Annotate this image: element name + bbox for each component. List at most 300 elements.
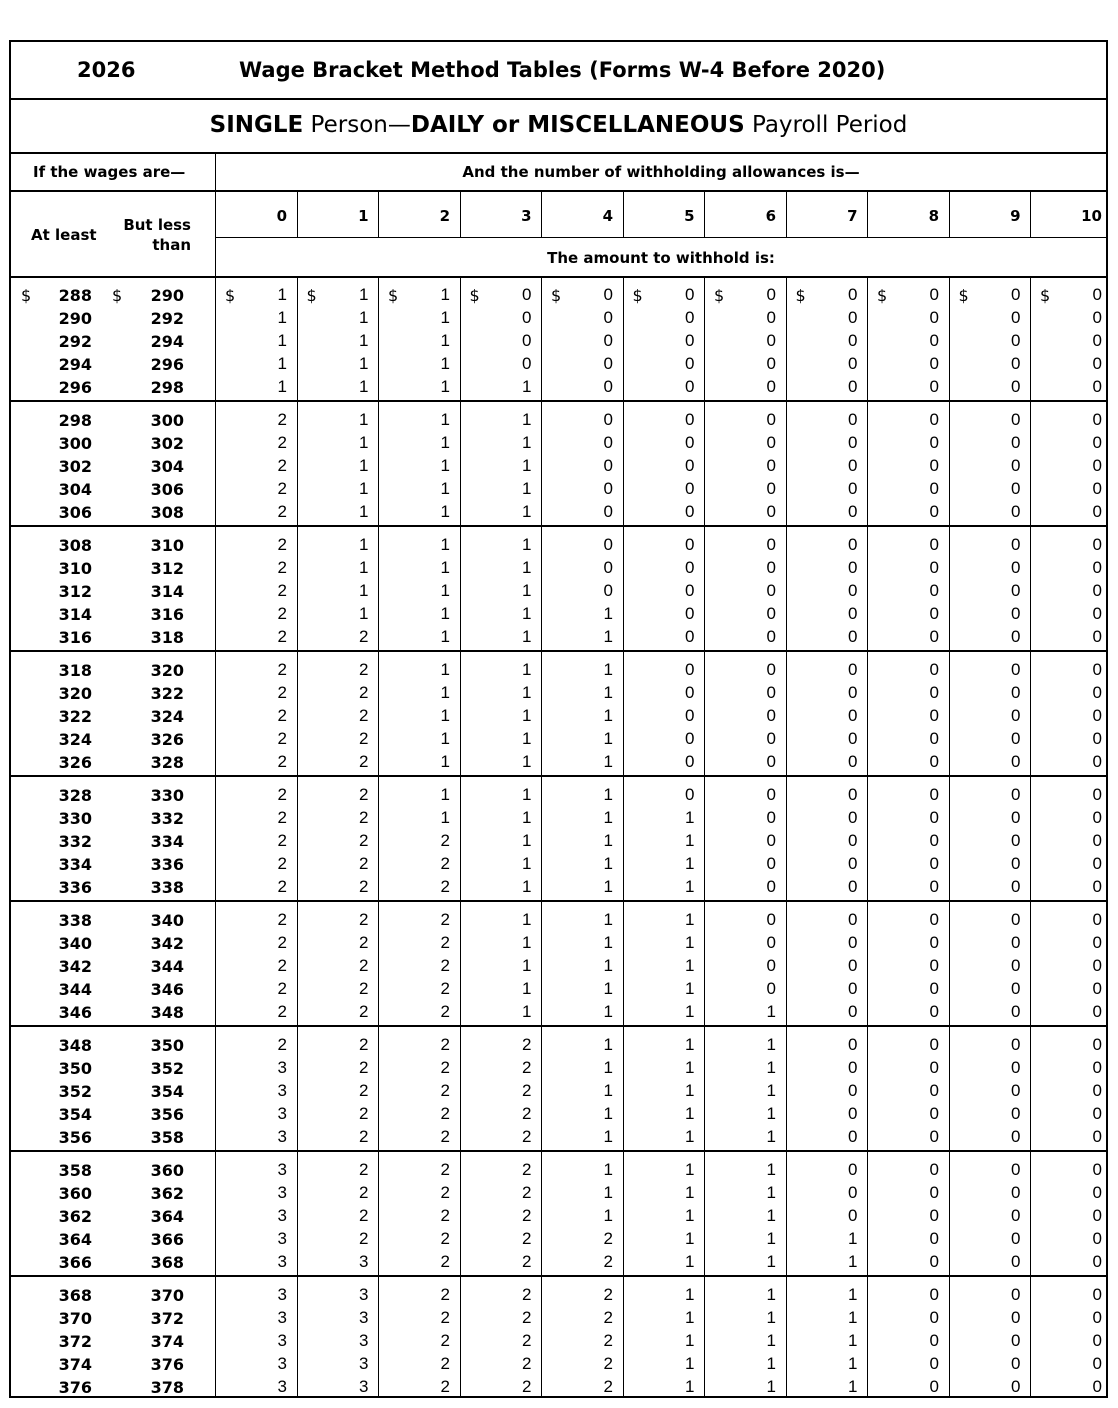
withholding-amount-cell: 0: [603, 479, 613, 498]
withholding-amount-cell: 1: [277, 308, 287, 327]
withholding-amount-cell: 2: [440, 1377, 450, 1396]
at-least-cell: 302: [58, 457, 92, 476]
withholding-amount-cell: 0: [848, 910, 858, 929]
withholding-amount-cell: 0: [1092, 785, 1102, 804]
withholding-amount-cell: 1: [440, 410, 450, 429]
but-less-than-cell: 348: [150, 1003, 184, 1022]
withholding-amount-cell: 0: [1011, 831, 1021, 850]
withholding-amount-cell: 1: [848, 1229, 858, 1248]
withholding-amount-cell: 2: [359, 1229, 369, 1248]
at-least-cell: 336: [58, 878, 92, 897]
withholding-amount-cell: 1: [685, 1081, 695, 1100]
withholding-amount-cell: 1: [522, 377, 532, 396]
but-less-than-cell: 338: [150, 878, 184, 897]
allowance-column-header: 9: [1010, 207, 1021, 225]
withholding-amount-cell: 0: [1011, 479, 1021, 498]
amount-dollar-sign: $: [714, 286, 725, 305]
withholding-amount-cell: 1: [603, 1206, 613, 1225]
column-divider: [1030, 276, 1031, 1396]
amount-dollar-sign: $: [1040, 286, 1051, 305]
withholding-amount-cell: 2: [277, 627, 287, 646]
withholding-amount-cell: 0: [929, 1183, 939, 1202]
withholding-amount-cell: 0: [929, 331, 939, 350]
withholding-amount-cell: 2: [440, 956, 450, 975]
column-divider: [460, 276, 461, 1396]
withholding-amount-cell: 3: [359, 1377, 369, 1396]
withholding-amount-cell: 1: [603, 956, 613, 975]
withholding-amount-cell: 0: [603, 410, 613, 429]
withholding-amount-cell: 1: [522, 785, 532, 804]
group-divider: [11, 650, 1106, 652]
withholding-amount-cell: 1: [685, 1183, 695, 1202]
withholding-amount-cell: 1: [685, 910, 695, 929]
withholding-amount-cell: 2: [440, 1035, 450, 1054]
withholding-amount-cell: 2: [277, 979, 287, 998]
but-less-than-cell: 300: [150, 411, 184, 430]
withholding-amount-cell: 0: [766, 854, 776, 873]
withholding-amount-cell: 0: [929, 1035, 939, 1054]
at-least-cell: 362: [58, 1207, 92, 1226]
withholding-amount-cell: 0: [766, 354, 776, 373]
withholding-amount-cell: 0: [1092, 660, 1102, 679]
but-less-than-cell: 336: [150, 855, 184, 874]
withholding-amount-cell: 1: [603, 979, 613, 998]
withholding-amount-cell: 2: [603, 1229, 613, 1248]
withholding-amount-cell: 2: [522, 1377, 532, 1396]
withholding-amount-cell: 0: [685, 410, 695, 429]
withholding-amount-cell: 0: [1092, 331, 1102, 350]
withholding-amount-cell: 0: [603, 456, 613, 475]
allowance-column-header: 8: [928, 207, 939, 225]
withholding-amount-cell: 2: [277, 535, 287, 554]
withholding-amount-cell: 0: [848, 1002, 858, 1021]
withholding-amount-cell: 1: [359, 354, 369, 373]
withholding-amount-cell: 0: [929, 1331, 939, 1350]
withholding-amount-cell: 0: [1011, 456, 1021, 475]
withholding-amount-cell: 0: [929, 706, 939, 725]
withholding-amount-cell: 1: [603, 1035, 613, 1054]
withholding-amount-cell: 0: [848, 877, 858, 896]
withholding-amount-cell: 0: [929, 433, 939, 452]
but-less-than-cell: 330: [150, 786, 184, 805]
withholding-amount-cell: 0: [848, 331, 858, 350]
withholding-amount-cell: 0: [848, 683, 858, 702]
withholding-amount-cell: 0: [1092, 558, 1102, 577]
withholding-amount-cell: 1: [522, 502, 532, 521]
withholding-amount-cell: 0: [1011, 1002, 1021, 1021]
withholding-amount-cell: 0: [848, 1081, 858, 1100]
withholding-amount-cell: 0: [766, 502, 776, 521]
withholding-amount-cell: 2: [359, 1035, 369, 1054]
withholding-amount-cell: 1: [440, 308, 450, 327]
but-less-than-cell: 368: [150, 1253, 184, 1272]
withholding-amount-cell: 2: [440, 831, 450, 850]
at-least-cell: 340: [58, 934, 92, 953]
withholding-amount-cell: 0: [1011, 558, 1021, 577]
withholding-amount-cell: 0: [766, 285, 776, 304]
but-less-than-cell: 306: [150, 480, 184, 499]
withholding-amount-cell: 1: [359, 308, 369, 327]
withholding-amount-cell: 3: [277, 1252, 287, 1271]
at-least-cell: 352: [58, 1082, 92, 1101]
withholding-amount-cell: 1: [522, 660, 532, 679]
withholding-amount-cell: 0: [848, 377, 858, 396]
withholding-amount-cell: 0: [1092, 308, 1102, 327]
withholding-amount-cell: 0: [603, 331, 613, 350]
but-less-than-cell: 292: [150, 309, 184, 328]
withholding-amount-cell: 2: [277, 660, 287, 679]
withholding-amount-cell: 0: [1011, 1183, 1021, 1202]
withholding-amount-cell: 1: [766, 1127, 776, 1146]
withholding-amount-cell: 2: [359, 1183, 369, 1202]
but-less-than-cell: 328: [150, 753, 184, 772]
withholding-amount-cell: 0: [1011, 502, 1021, 521]
but-less-than-cell: 312: [150, 559, 184, 578]
withholding-amount-cell: 0: [1011, 285, 1021, 304]
withholding-amount-cell: 2: [359, 956, 369, 975]
allowance-column-header: 1: [358, 207, 369, 225]
withholding-amount-cell: 2: [359, 683, 369, 702]
withholding-amount-cell: 1: [522, 729, 532, 748]
withholding-amount-cell: 1: [685, 808, 695, 827]
withholding-amount-cell: 2: [440, 1160, 450, 1179]
at-least-cell: 294: [58, 355, 92, 374]
withholding-amount-cell: 0: [1092, 604, 1102, 623]
withholding-amount-cell: 2: [359, 1160, 369, 1179]
withholding-amount-cell: 0: [766, 808, 776, 827]
withholding-amount-cell: 0: [1011, 308, 1021, 327]
withholding-amount-cell: 0: [848, 1058, 858, 1077]
but-less-than-cell: 304: [150, 457, 184, 476]
withholding-amount-cell: 0: [1092, 854, 1102, 873]
withholding-amount-cell: 1: [685, 1206, 695, 1225]
withholding-amount-cell: 0: [1011, 1081, 1021, 1100]
but-less-than-cell: 316: [150, 605, 184, 624]
withholding-amount-cell: 0: [929, 877, 939, 896]
withholding-amount-cell: 1: [766, 1252, 776, 1271]
withholding-amount-cell: 0: [766, 377, 776, 396]
withholding-amount-cell: 2: [440, 1252, 450, 1271]
withholding-amount-cell: 0: [848, 729, 858, 748]
withholding-amount-cell: 2: [359, 706, 369, 725]
withholding-amount-cell: 1: [277, 285, 287, 304]
withholding-amount-cell: 0: [1092, 1104, 1102, 1123]
withholding-amount-cell: 2: [440, 1081, 450, 1100]
withholding-amount-cell: 2: [603, 1377, 613, 1396]
withholding-amount-cell: 1: [685, 1331, 695, 1350]
but-less-than-cell: 322: [150, 684, 184, 703]
withholding-amount-cell: 0: [929, 456, 939, 475]
withholding-amount-cell: 3: [277, 1127, 287, 1146]
withholding-amount-cell: 2: [277, 729, 287, 748]
withholding-amount-cell: 2: [522, 1081, 532, 1100]
allowance-column-header: 2: [439, 207, 450, 225]
withholding-amount-cell: 0: [603, 354, 613, 373]
withholding-amount-cell: 1: [685, 831, 695, 850]
withholding-amount-cell: 1: [440, 377, 450, 396]
withholding-amount-cell: 0: [766, 683, 776, 702]
withholding-amount-cell: 1: [277, 377, 287, 396]
column-divider: [949, 276, 950, 1396]
withholding-amount-cell: 0: [685, 433, 695, 452]
withholding-amount-cell: 0: [848, 831, 858, 850]
allowance-column-header: 10: [1081, 207, 1102, 225]
withholding-amount-cell: 1: [848, 1308, 858, 1327]
withholding-amount-cell: 1: [685, 956, 695, 975]
but-less-than-header: But less than: [123, 216, 191, 254]
withholding-amount-cell: 0: [1011, 785, 1021, 804]
withholding-amount-cell: 0: [848, 1206, 858, 1225]
column-divider: [623, 276, 624, 1396]
withholding-amount-cell: 1: [603, 1058, 613, 1077]
withholding-amount-cell: 0: [848, 1183, 858, 1202]
withholding-amount-cell: 0: [1092, 433, 1102, 452]
withholding-amount-cell: 0: [685, 752, 695, 771]
withholding-amount-cell: 2: [277, 604, 287, 623]
column-divider: [297, 276, 298, 1396]
withholding-amount-cell: 1: [603, 1183, 613, 1202]
withholding-amount-cell: 1: [603, 854, 613, 873]
withholding-amount-cell: 2: [522, 1331, 532, 1350]
withholding-amount-cell: 1: [766, 1183, 776, 1202]
withholding-amount-cell: 0: [1011, 377, 1021, 396]
withholding-amount-cell: 0: [1092, 877, 1102, 896]
at-least-cell: 334: [58, 855, 92, 874]
withholding-amount-cell: 1: [603, 1081, 613, 1100]
at-least-cell: 344: [58, 980, 92, 999]
withholding-amount-cell: 1: [766, 1377, 776, 1396]
withholding-amount-cell: 1: [440, 433, 450, 452]
withholding-amount-cell: 0: [603, 535, 613, 554]
withholding-amount-cell: 0: [1011, 535, 1021, 554]
at-least-cell: 368: [58, 1286, 92, 1305]
withholding-amount-cell: 0: [522, 308, 532, 327]
withholding-amount-cell: 0: [685, 331, 695, 350]
withholding-amount-cell: 3: [277, 1104, 287, 1123]
withholding-amount-cell: 2: [277, 910, 287, 929]
withholding-amount-cell: 0: [685, 354, 695, 373]
withholding-amount-cell: 1: [522, 410, 532, 429]
allowance-column-header: 7: [847, 207, 858, 225]
allowance-column-header: 6: [765, 207, 776, 225]
withholding-amount-cell: 0: [848, 581, 858, 600]
withholding-amount-cell: 2: [359, 660, 369, 679]
withholding-amount-cell: 3: [277, 1058, 287, 1077]
withholding-amount-cell: 1: [766, 1331, 776, 1350]
withholding-amount-cell: 1: [440, 808, 450, 827]
withholding-amount-cell: 2: [440, 979, 450, 998]
withholding-amount-cell: 0: [848, 933, 858, 952]
withholding-amount-cell: 0: [1092, 1058, 1102, 1077]
withholding-amount-cell: 2: [277, 831, 287, 850]
column-divider: [704, 276, 705, 1396]
at-least-cell: 356: [58, 1128, 92, 1147]
but-less-than-cell: 320: [150, 661, 184, 680]
withholding-amount-cell: 1: [440, 558, 450, 577]
at-least-cell: 314: [58, 605, 92, 624]
withholding-amount-cell: 1: [359, 581, 369, 600]
withholding-amount-cell: 1: [685, 1127, 695, 1146]
withholding-amount-cell: 1: [603, 683, 613, 702]
withholding-amount-cell: 1: [522, 604, 532, 623]
at-least-cell: 338: [58, 911, 92, 930]
withholding-amount-cell: 1: [522, 558, 532, 577]
withholding-amount-cell: 1: [440, 331, 450, 350]
withholding-amount-cell: 0: [685, 456, 695, 475]
withholding-amount-cell: 3: [277, 1160, 287, 1179]
withholding-amount-cell: 0: [1011, 706, 1021, 725]
withholding-amount-cell: 0: [1011, 410, 1021, 429]
withholding-amount-cell: 0: [929, 729, 939, 748]
withholding-amount-cell: 1: [440, 627, 450, 646]
amount-dollar-sign: $: [225, 286, 236, 305]
withholding-amount-cell: 0: [848, 979, 858, 998]
withholding-amount-cell: 2: [440, 1285, 450, 1304]
withholding-amount-cell: 0: [1092, 1354, 1102, 1373]
column-divider: [867, 276, 868, 1396]
withholding-amount-cell: 0: [929, 1081, 939, 1100]
withholding-amount-cell: 1: [440, 502, 450, 521]
withholding-amount-cell: 1: [522, 535, 532, 554]
withholding-amount-cell: 1: [522, 979, 532, 998]
withholding-amount-cell: 0: [929, 1058, 939, 1077]
withholding-amount-cell: 2: [277, 433, 287, 452]
withholding-amount-cell: 2: [277, 933, 287, 952]
withholding-amount-cell: 1: [522, 854, 532, 873]
withholding-amount-cell: 0: [766, 581, 776, 600]
withholding-amount-cell: 2: [440, 1206, 450, 1225]
withholding-amount-cell: 0: [848, 1127, 858, 1146]
withholding-amount-cell: 1: [766, 1104, 776, 1123]
withholding-amount-cell: 2: [359, 808, 369, 827]
withholding-amount-cell: 1: [277, 331, 287, 350]
withholding-amount-cell: 1: [522, 581, 532, 600]
withholding-amount-cell: 1: [603, 660, 613, 679]
withholding-amount-cell: 0: [766, 627, 776, 646]
withholding-amount-cell: 1: [522, 956, 532, 975]
withholding-amount-cell: 0: [848, 1160, 858, 1179]
withhold-header: The amount to withhold is:: [547, 249, 775, 267]
withholding-amount-cell: 2: [359, 877, 369, 896]
allowance-column-header: 3: [521, 207, 532, 225]
withholding-amount-cell: 2: [359, 752, 369, 771]
withholding-amount-cell: 2: [277, 785, 287, 804]
withholding-amount-cell: 0: [1011, 683, 1021, 702]
withholding-amount-cell: 0: [1011, 808, 1021, 827]
withholding-amount-cell: 0: [1011, 354, 1021, 373]
withholding-amount-cell: 0: [603, 502, 613, 521]
subtitle-part: SINGLE: [209, 112, 304, 138]
withholding-amount-cell: 2: [522, 1058, 532, 1077]
withholding-amount-cell: 1: [522, 479, 532, 498]
group-divider: [11, 1025, 1106, 1027]
withholding-amount-cell: 0: [603, 581, 613, 600]
withholding-amount-cell: 1: [522, 910, 532, 929]
withholding-amount-cell: 0: [929, 1308, 939, 1327]
withholding-amount-cell: 1: [685, 1229, 695, 1248]
withholding-amount-cell: 2: [277, 581, 287, 600]
withholding-amount-cell: 1: [603, 627, 613, 646]
withholding-amount-cell: 0: [929, 1002, 939, 1021]
withholding-amount-cell: 0: [1092, 1035, 1102, 1054]
withholding-amount-cell: 0: [1011, 1058, 1021, 1077]
withholding-amount-cell: 2: [440, 1058, 450, 1077]
withholding-amount-cell: 2: [603, 1285, 613, 1304]
at-least-cell: 366: [58, 1253, 92, 1272]
withholding-amount-cell: 2: [603, 1308, 613, 1327]
withholding-amount-cell: 3: [359, 1285, 369, 1304]
withholding-amount-cell: 0: [929, 854, 939, 873]
group-divider: [11, 400, 1106, 402]
withholding-amount-cell: 1: [440, 706, 450, 725]
at-least-cell: 298: [58, 411, 92, 430]
withholding-amount-cell: 2: [522, 1104, 532, 1123]
withholding-amount-cell: 0: [685, 604, 695, 623]
withholding-amount-cell: 0: [848, 808, 858, 827]
amount-dollar-sign: $: [551, 286, 562, 305]
allowances-header: And the number of withholding allowances is—: [462, 163, 860, 181]
withholding-amount-cell: 0: [766, 604, 776, 623]
but-less-than-cell: 354: [150, 1082, 184, 1101]
withholding-amount-cell: 0: [1011, 1308, 1021, 1327]
withholding-amount-cell: 0: [929, 1285, 939, 1304]
withholding-amount-cell: 0: [685, 285, 695, 304]
withholding-amount-cell: 2: [277, 502, 287, 521]
withholding-amount-cell: 0: [848, 410, 858, 429]
withholding-amount-cell: 0: [522, 354, 532, 373]
withholding-amount-cell: 0: [1092, 979, 1102, 998]
withholding-amount-cell: 2: [522, 1206, 532, 1225]
withholding-amount-cell: 1: [522, 683, 532, 702]
withholding-amount-cell: 0: [685, 581, 695, 600]
withholding-amount-cell: 1: [848, 1354, 858, 1373]
subtitle-part: Payroll Period: [744, 112, 908, 138]
withholding-amount-cell: 1: [766, 1206, 776, 1225]
withholding-amount-cell: 0: [1092, 1127, 1102, 1146]
withholding-amount-cell: 1: [603, 877, 613, 896]
withholding-amount-cell: 0: [929, 683, 939, 702]
but-less-than-cell: 346: [150, 980, 184, 999]
withholding-amount-cell: 0: [848, 535, 858, 554]
withholding-amount-cell: 0: [1092, 1252, 1102, 1271]
withholding-amount-cell: 2: [277, 479, 287, 498]
withholding-amount-cell: 0: [1092, 1160, 1102, 1179]
at-least-header: At least: [31, 226, 97, 244]
withholding-amount-cell: 2: [359, 1206, 369, 1225]
but-less-than-cell: 308: [150, 503, 184, 522]
withholding-amount-cell: 0: [1092, 479, 1102, 498]
but-less-than-cell: 324: [150, 707, 184, 726]
withholding-amount-cell: 0: [1011, 877, 1021, 896]
withholding-amount-cell: 0: [929, 1104, 939, 1123]
withholding-amount-cell: 1: [685, 1058, 695, 1077]
at-least-cell: 354: [58, 1105, 92, 1124]
withholding-amount-cell: 2: [522, 1308, 532, 1327]
withholding-amount-cell: 2: [522, 1285, 532, 1304]
withholding-amount-cell: 1: [603, 808, 613, 827]
withholding-amount-cell: 3: [277, 1206, 287, 1225]
withholding-amount-cell: 0: [1011, 1206, 1021, 1225]
at-least-cell: 350: [58, 1059, 92, 1078]
withholding-amount-cell: 0: [929, 1127, 939, 1146]
divider: [11, 190, 1106, 192]
withholding-amount-cell: 0: [848, 285, 858, 304]
withholding-amount-cell: 0: [1092, 808, 1102, 827]
withholding-amount-cell: 1: [685, 1285, 695, 1304]
withholding-amount-cell: 2: [359, 933, 369, 952]
withholding-amount-cell: 0: [848, 354, 858, 373]
withholding-amount-cell: 0: [1011, 1285, 1021, 1304]
